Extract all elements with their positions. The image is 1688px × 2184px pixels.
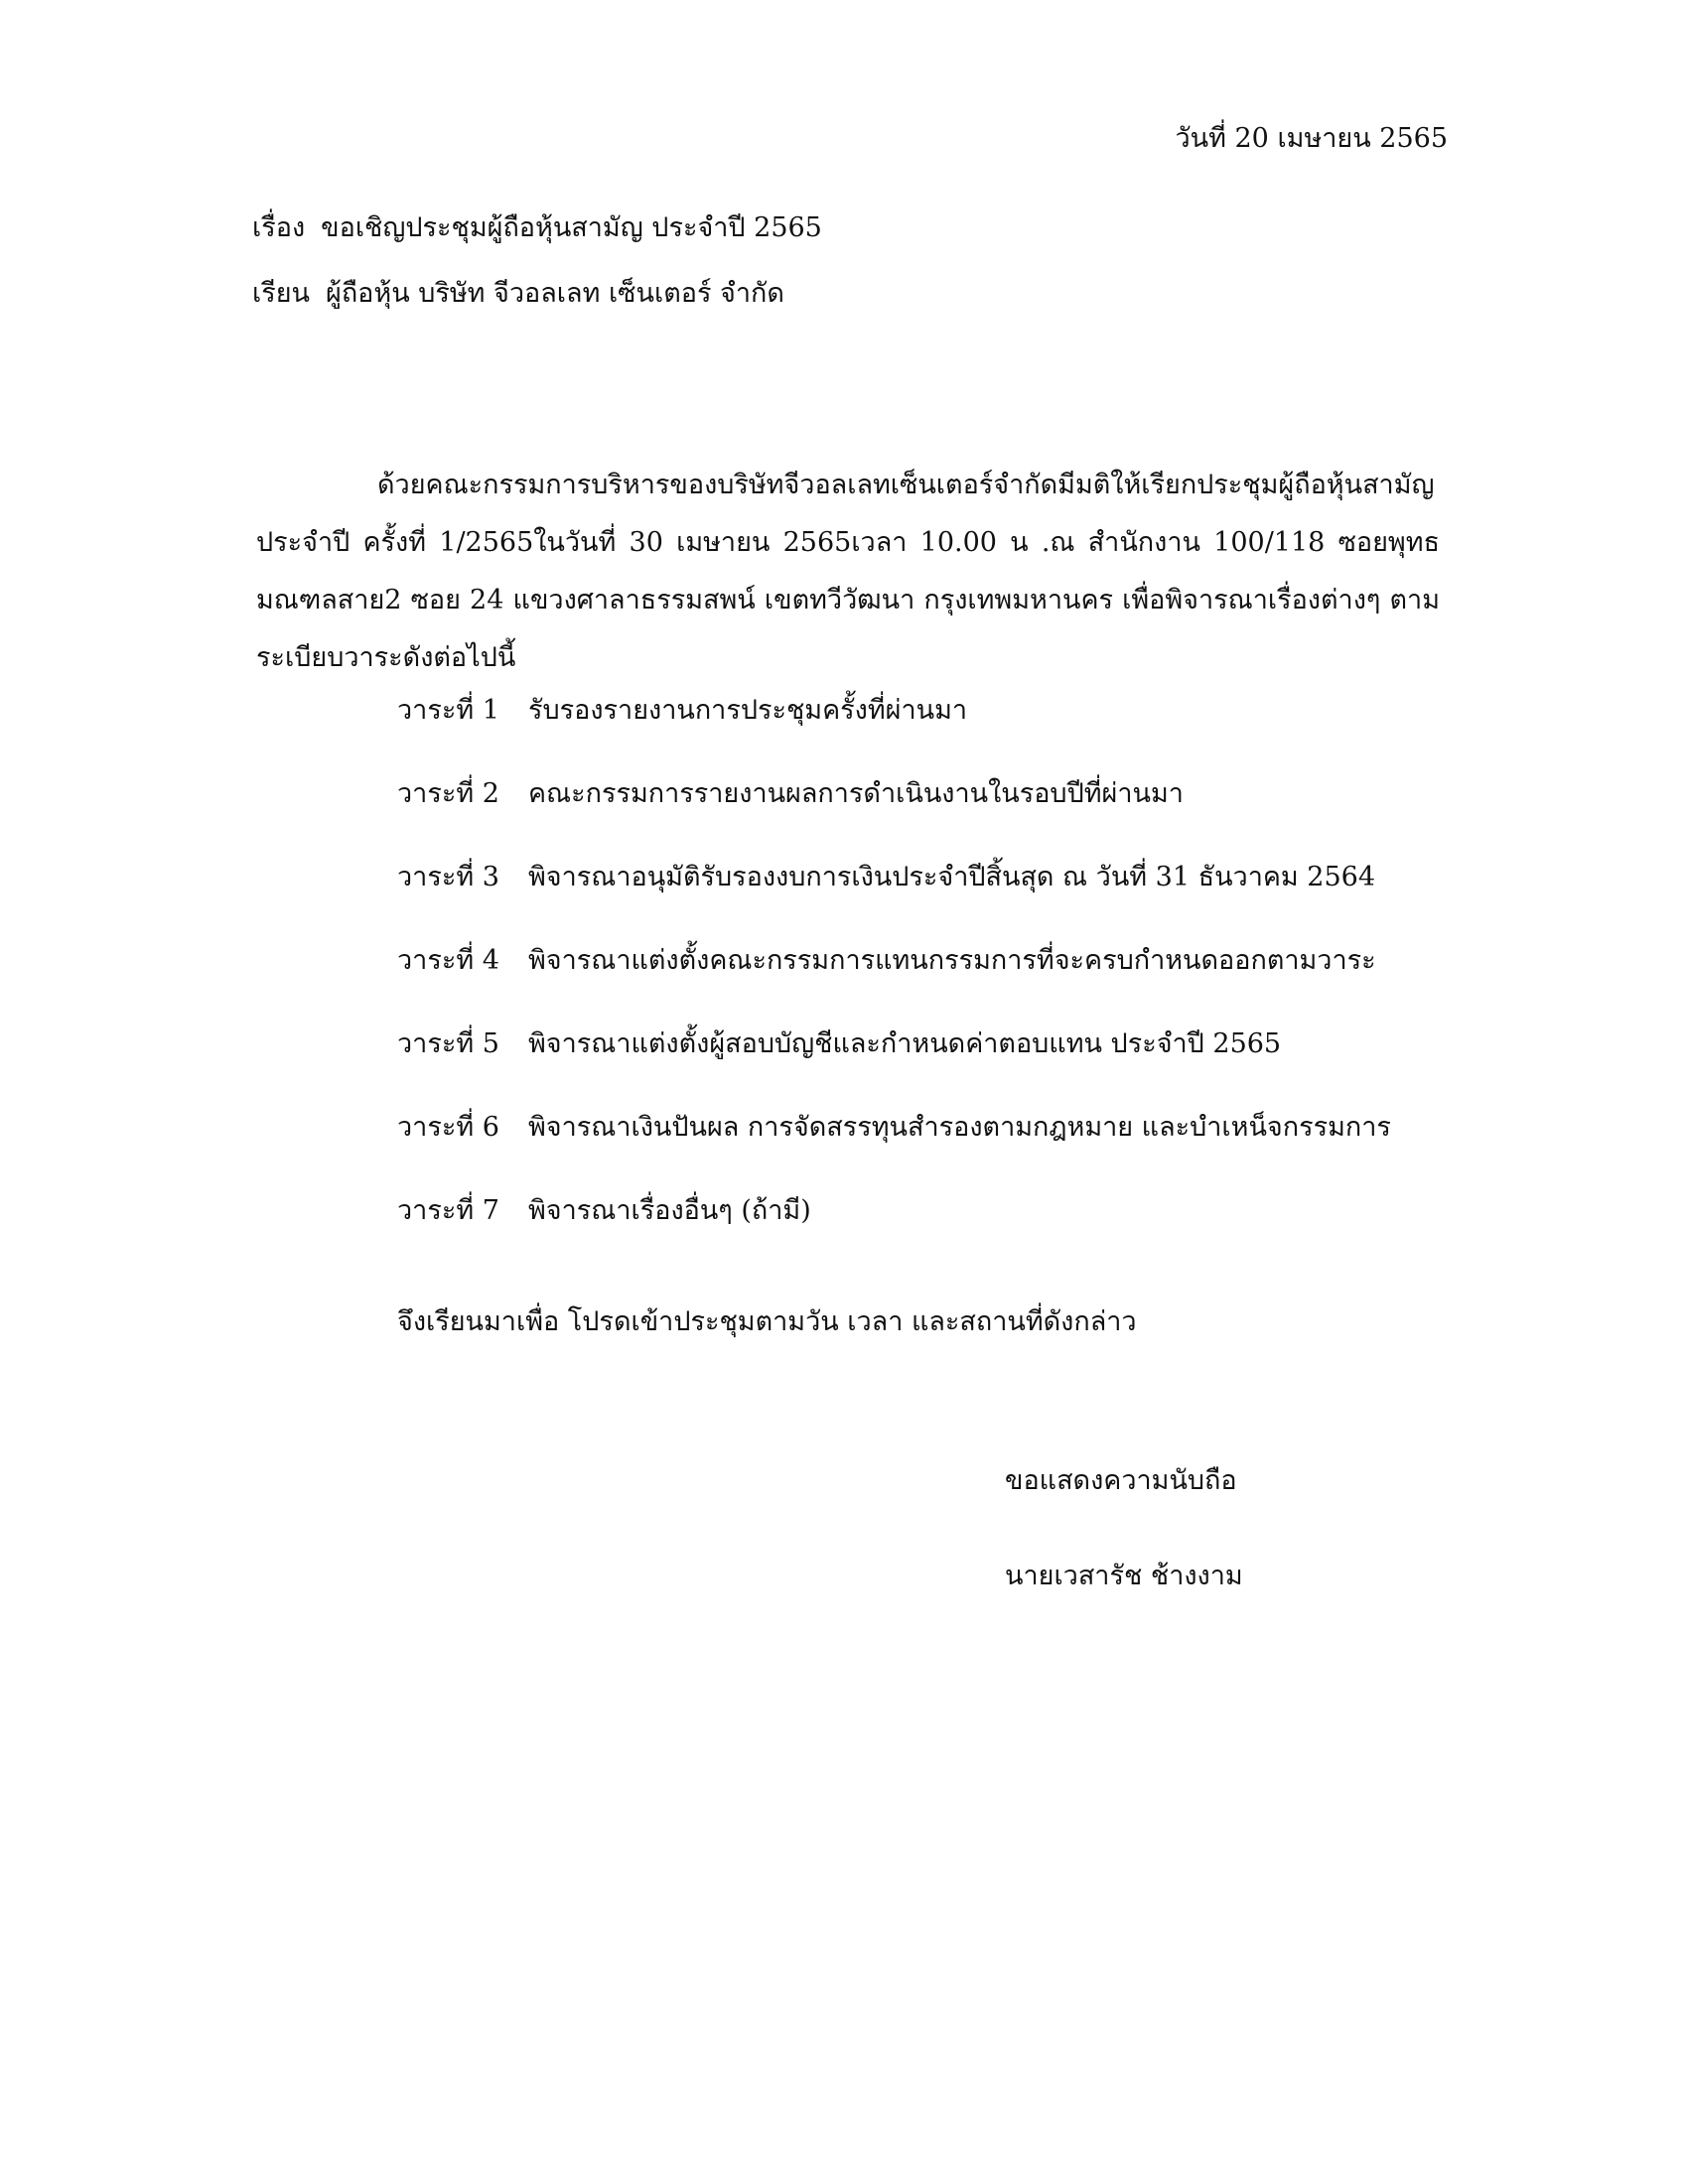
agenda-item [397, 943, 1391, 1026]
agenda-number: วาระที่ 4 [397, 945, 499, 976]
agenda-text: คณะกรรมการรายงานผลการดำเนินงานในรอบปีที่ผ่านมา [528, 778, 1184, 809]
agenda-number: วาระที่ 2 [397, 778, 499, 809]
agenda-number: วาระที่ 3 [397, 862, 499, 892]
letter-date: วันที่ 20 เมษายน 2565 [1175, 123, 1448, 154]
agenda-item [397, 860, 1391, 943]
recipient-line [252, 276, 784, 312]
agenda-item [397, 1026, 1391, 1110]
subject-label: เรื่อง [252, 212, 306, 243]
agenda-item [397, 1193, 1391, 1277]
agenda-item [397, 1110, 1391, 1193]
agenda-text: พิจารณาเงินปันผล การจัดสรรทุนสำรองตามกฎหมาย และบำเหน็จกรรมการ [528, 1112, 1391, 1143]
agenda-text: พิจารณาแต่งตั้งผู้สอบบัญชีและกำหนดค่าตอบแทน ประจำปี 2565 [528, 1028, 1282, 1059]
agenda-item [397, 776, 1391, 860]
body-paragraph: ด้วยคณะกรรมการบริหารของบริษัทจีวอลเลทเซ็นเตอร์จำกัดมีมติให้เรียกประชุมผู้ถือหุ้นสามัญ ประจำปี ครั้งที่ 1/2565ในวันที่ 30 เมษายน 2565เวลา 10.00 น .ณ สำนักงาน 100/118 ซอยพุทธมณฑลสาย2 ซอย 24 แขวงศาลาธรรมสพน์ เขตทวีวัฒนา กรุงเทพมหานคร เพื่อพิจารณาเรื่องต่างๆ ตามระเบียบวาระดังต่อไปนี้ [256, 470, 1440, 673]
agenda-text: พิจารณาอนุมัติรับรองงบการเงินประจำปีสิ้นสุด ณ วันที่ 31 ธันวาคม 2564 [528, 862, 1376, 892]
regards-line: ขอแสดงความนับถือ [1005, 1465, 1237, 1496]
agenda-text: พิจารณาเรื่องอื่นๆ (ถ้ามี) [528, 1195, 811, 1226]
recipient-label: เรียน [252, 278, 311, 309]
agenda-text: รับรองรายงานการประชุมครั้งที่ผ่านมา [528, 695, 968, 726]
agenda-number: วาระที่ 7 [397, 1195, 499, 1226]
agenda-number: วาระที่ 5 [397, 1028, 499, 1059]
agenda-text: พิจารณาแต่งตั้งคณะกรรมการแทนกรรมการที่จะครบกำหนดออกตามวาระ [528, 945, 1376, 976]
recipient-text: ผู้ถือหุ้น บริษัท จีวอลเลท เซ็นเตอร์ จำกัด [326, 278, 784, 309]
agenda-item [397, 693, 1391, 776]
agenda-list [397, 693, 1391, 1277]
subject-text: ขอเชิญประชุมผู้ถือหุ้นสามัญ ประจำปี 2565 [321, 212, 822, 243]
subject-line [252, 210, 822, 246]
signer-name: นายเวสารัช ช้างงาม [1005, 1561, 1243, 1591]
agenda-number: วาระที่ 1 [397, 695, 499, 726]
agenda-number: วาระที่ 6 [397, 1112, 499, 1143]
closing-line: จึงเรียนมาเพื่อ โปรดเข้าประชุมตามวัน เวลา และสถานที่ดังกล่าว [397, 1306, 1137, 1337]
